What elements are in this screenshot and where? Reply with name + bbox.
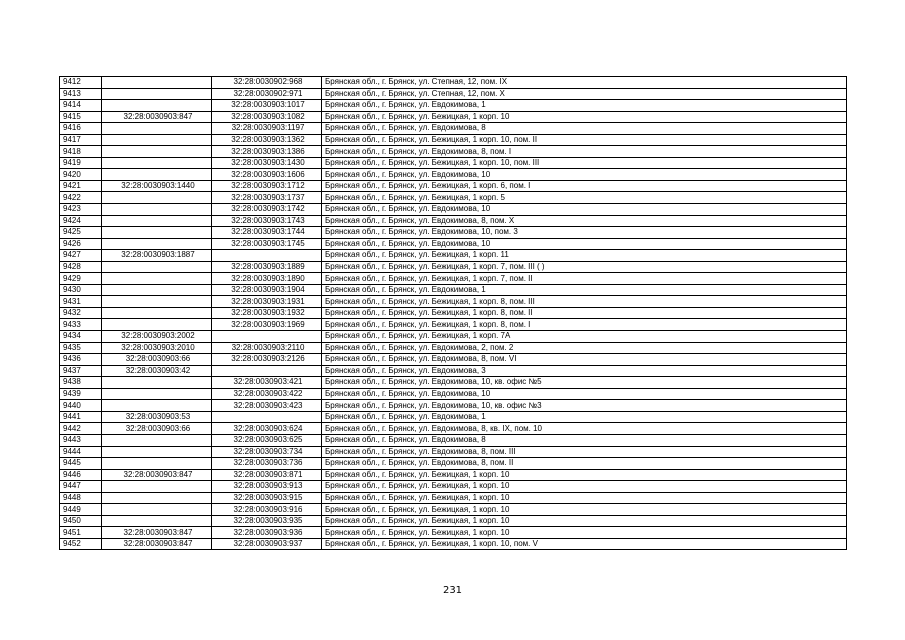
cadastral-number-cell: 32:28:0030903:1745: [212, 238, 322, 250]
parent-cadastral-number-cell: [102, 273, 212, 285]
table-row: [60, 342, 847, 354]
row-number-cell: 9423: [60, 204, 102, 216]
row-number-cell: 9446: [60, 469, 102, 481]
address-cell: Брянская обл., г. Брянск, ул. Бежицкая, 1 корп. 5: [322, 192, 847, 204]
row-number-cell: 9450: [60, 515, 102, 527]
parent-cadastral-number-cell: [102, 515, 212, 527]
address-cell: Брянская обл., г. Брянск, ул. Бежицкая, 1 корп. 6, пом. I: [322, 180, 847, 192]
row-number-cell: 9432: [60, 307, 102, 319]
cadastral-number-cell: [212, 331, 322, 343]
row-number-cell: 9440: [60, 400, 102, 412]
address-cell: Брянская обл., г. Брянск, ул. Бежицкая, 1 корп. 7А: [322, 331, 847, 343]
parent-cadastral-number-cell: [102, 446, 212, 458]
row-number-cell: 9422: [60, 192, 102, 204]
parent-cadastral-number-cell: [102, 123, 212, 135]
cadastral-number-cell: 32:28:0030903:1737: [212, 192, 322, 204]
cadastral-number-cell: 32:28:0030903:1931: [212, 296, 322, 308]
cadastral-number-cell: 32:28:0030903:1889: [212, 261, 322, 273]
register-rows: [60, 77, 847, 550]
cadastral-number-cell: 32:28:0030903:1606: [212, 169, 322, 181]
cadastral-number-cell: 32:28:0030903:1932: [212, 307, 322, 319]
parent-cadastral-number-cell: [102, 134, 212, 146]
address-cell: Брянская обл., г. Брянск, ул. Евдокимова, 8, кв. IX, пом. 10: [322, 423, 847, 435]
table-row: [60, 434, 847, 446]
cadastral-number-cell: 32:28:0030903:1744: [212, 227, 322, 239]
address-cell: Брянская обл., г. Брянск, ул. Евдокимова, 10: [322, 388, 847, 400]
cadastral-number-cell: 32:28:0030903:1430: [212, 157, 322, 169]
cadastral-number-cell: 32:28:0030903:624: [212, 423, 322, 435]
parent-cadastral-number-cell: 32:28:0030903:53: [102, 411, 212, 423]
table-row: [60, 481, 847, 493]
parent-cadastral-number-cell: 32:28:0030903:847: [102, 111, 212, 123]
table-row: [60, 180, 847, 192]
row-number-cell: 9437: [60, 365, 102, 377]
table-row: [60, 123, 847, 135]
address-cell: Брянская обл., г. Брянск, ул. Евдокимова, 8, пом. VI: [322, 354, 847, 366]
table-row: [60, 238, 847, 250]
cadastral-number-cell: 32:28:0030903:423: [212, 400, 322, 412]
row-number-cell: 9424: [60, 215, 102, 227]
cadastral-number-cell: 32:28:0030903:422: [212, 388, 322, 400]
cadastral-number-cell: 32:28:0030903:936: [212, 527, 322, 539]
parent-cadastral-number-cell: [102, 504, 212, 516]
cadastral-number-cell: 32:28:0030902:971: [212, 88, 322, 100]
parent-cadastral-number-cell: [102, 400, 212, 412]
cadastral-number-cell: [212, 411, 322, 423]
address-cell: Брянская обл., г. Брянск, ул. Евдокимова, 10: [322, 204, 847, 216]
table-row: [60, 377, 847, 389]
row-number-cell: 9431: [60, 296, 102, 308]
parent-cadastral-number-cell: 32:28:0030903:847: [102, 527, 212, 539]
address-cell: Брянская обл., г. Брянск, ул. Евдокимова, 1: [322, 284, 847, 296]
row-number-cell: 9436: [60, 354, 102, 366]
address-cell: Брянская обл., г. Брянск, ул. Бежицкая, 1 корп. 10, пом. V: [322, 538, 847, 550]
row-number-cell: 9448: [60, 492, 102, 504]
table-row: [60, 331, 847, 343]
cadastral-number-cell: 32:28:0030903:736: [212, 458, 322, 470]
address-cell: Брянская обл., г. Брянск, ул. Бежицкая, 1 корп. 11: [322, 250, 847, 262]
address-cell: Брянская обл., г. Брянск, ул. Бежицкая, 1 корп. 10: [322, 504, 847, 516]
parent-cadastral-number-cell: [102, 88, 212, 100]
cadastral-number-cell: 32:28:0030903:1386: [212, 146, 322, 158]
row-number-cell: 9428: [60, 261, 102, 273]
address-cell: Брянская обл., г. Брянск, ул. Бежицкая, 1 корп. 8, пом. III: [322, 296, 847, 308]
address-cell: Брянская обл., г. Брянск, ул. Евдокимова, 10, кв. офис №5: [322, 377, 847, 389]
row-number-cell: 9419: [60, 157, 102, 169]
parent-cadastral-number-cell: 32:28:0030903:66: [102, 354, 212, 366]
cadastral-number-cell: 32:28:0030903:937: [212, 538, 322, 550]
parent-cadastral-number-cell: [102, 261, 212, 273]
row-number-cell: 9416: [60, 123, 102, 135]
cadastral-number-cell: 32:28:0030903:734: [212, 446, 322, 458]
table-row: [60, 411, 847, 423]
parent-cadastral-number-cell: [102, 238, 212, 250]
table-row: [60, 250, 847, 262]
parent-cadastral-number-cell: 32:28:0030903:847: [102, 538, 212, 550]
cadastral-number-cell: 32:28:0030903:915: [212, 492, 322, 504]
parent-cadastral-number-cell: [102, 157, 212, 169]
parent-cadastral-number-cell: 32:28:0030903:2010: [102, 342, 212, 354]
table-row: [60, 423, 847, 435]
address-cell: Брянская обл., г. Брянск, ул. Евдокимова, 8: [322, 123, 847, 135]
row-number-cell: 9442: [60, 423, 102, 435]
address-cell: Брянская обл., г. Брянск, ул. Евдокимова, 3: [322, 365, 847, 377]
parent-cadastral-number-cell: [102, 169, 212, 181]
cadastral-number-cell: 32:28:0030903:2110: [212, 342, 322, 354]
row-number-cell: 9429: [60, 273, 102, 285]
cadastral-number-cell: 32:28:0030903:1904: [212, 284, 322, 296]
address-cell: Брянская обл., г. Брянск, ул. Степная, 12, пом. IX: [322, 77, 847, 89]
table-row: [60, 354, 847, 366]
cadastral-number-cell: 32:28:0030903:913: [212, 481, 322, 493]
row-number-cell: 9439: [60, 388, 102, 400]
cadastral-number-cell: 32:28:0030903:1743: [212, 215, 322, 227]
parent-cadastral-number-cell: 32:28:0030903:847: [102, 469, 212, 481]
table-row: [60, 446, 847, 458]
row-number-cell: 9441: [60, 411, 102, 423]
cadastral-number-cell: 32:28:0030903:421: [212, 377, 322, 389]
cadastral-number-cell: 32:28:0030903:2126: [212, 354, 322, 366]
row-number-cell: 9443: [60, 434, 102, 446]
row-number-cell: 9425: [60, 227, 102, 239]
parent-cadastral-number-cell: [102, 146, 212, 158]
row-number-cell: 9430: [60, 284, 102, 296]
cadastral-number-cell: 32:28:0030903:1362: [212, 134, 322, 146]
parent-cadastral-number-cell: [102, 100, 212, 112]
table-row: [60, 261, 847, 273]
row-number-cell: 9427: [60, 250, 102, 262]
cadastral-number-cell: 32:28:0030903:916: [212, 504, 322, 516]
table-row: [60, 365, 847, 377]
row-number-cell: 9451: [60, 527, 102, 539]
cadastral-number-cell: 32:28:0030902:968: [212, 77, 322, 89]
address-cell: Брянская обл., г. Брянск, ул. Бежицкая, 1 корп. 10: [322, 527, 847, 539]
parent-cadastral-number-cell: [102, 434, 212, 446]
cadastral-number-cell: 32:28:0030903:1969: [212, 319, 322, 331]
parent-cadastral-number-cell: [102, 319, 212, 331]
table-row: [60, 111, 847, 123]
address-cell: Брянская обл., г. Брянск, ул. Бежицкая, 1 корп. 10: [322, 492, 847, 504]
cadastral-number-cell: 32:28:0030903:625: [212, 434, 322, 446]
table-row: [60, 100, 847, 112]
row-number-cell: 9452: [60, 538, 102, 550]
parent-cadastral-number-cell: 32:28:0030903:42: [102, 365, 212, 377]
row-number-cell: 9447: [60, 481, 102, 493]
table-row: [60, 77, 847, 89]
parent-cadastral-number-cell: 32:28:0030903:1440: [102, 180, 212, 192]
row-number-cell: 9420: [60, 169, 102, 181]
cadastral-number-cell: 32:28:0030903:1712: [212, 180, 322, 192]
table-row: [60, 527, 847, 539]
parent-cadastral-number-cell: [102, 227, 212, 239]
address-cell: Брянская обл., г. Брянск, ул. Бежицкая, 1 корп. 7, пом. III ( ): [322, 261, 847, 273]
row-number-cell: 9433: [60, 319, 102, 331]
row-number-cell: 9413: [60, 88, 102, 100]
address-cell: Брянская обл., г. Брянск, ул. Бежицкая, 1 корп. 10, пом. III: [322, 157, 847, 169]
row-number-cell: 9421: [60, 180, 102, 192]
address-cell: Брянская обл., г. Брянск, ул. Евдокимова, 1: [322, 100, 847, 112]
parent-cadastral-number-cell: [102, 284, 212, 296]
address-cell: Брянская обл., г. Брянск, ул. Евдокимова, 8, пом. III: [322, 446, 847, 458]
row-number-cell: 9418: [60, 146, 102, 158]
table-row: [60, 88, 847, 100]
parent-cadastral-number-cell: [102, 77, 212, 89]
table-row: [60, 273, 847, 285]
row-number-cell: 9417: [60, 134, 102, 146]
parent-cadastral-number-cell: 32:28:0030903:2002: [102, 331, 212, 343]
table-row: [60, 307, 847, 319]
cadastral-number-cell: 32:28:0030903:1017: [212, 100, 322, 112]
address-cell: Брянская обл., г. Брянск, ул. Евдокимова, 1: [322, 411, 847, 423]
row-number-cell: 9426: [60, 238, 102, 250]
parent-cadastral-number-cell: [102, 481, 212, 493]
parent-cadastral-number-cell: [102, 492, 212, 504]
parent-cadastral-number-cell: 32:28:0030903:66: [102, 423, 212, 435]
row-number-cell: 9435: [60, 342, 102, 354]
address-cell: Брянская обл., г. Брянск, ул. Евдокимова, 8: [322, 434, 847, 446]
address-cell: Брянская обл., г. Брянск, ул. Евдокимова, 10: [322, 169, 847, 181]
table-row: [60, 388, 847, 400]
table-row: [60, 192, 847, 204]
row-number-cell: 9438: [60, 377, 102, 389]
cadastral-number-cell: 32:28:0030903:1197: [212, 123, 322, 135]
table-row: [60, 400, 847, 412]
cadastral-number-cell: [212, 365, 322, 377]
cadastral-number-cell: 32:28:0030903:1082: [212, 111, 322, 123]
table-row: [60, 204, 847, 216]
table-row: [60, 215, 847, 227]
table-row: [60, 157, 847, 169]
address-cell: Брянская обл., г. Брянск, ул. Бежицкая, 1 корп. 10: [322, 469, 847, 481]
cadastral-number-cell: 32:28:0030903:871: [212, 469, 322, 481]
parent-cadastral-number-cell: [102, 296, 212, 308]
address-cell: Брянская обл., г. Брянск, ул. Евдокимова, 8, пом. I: [322, 146, 847, 158]
address-cell: Брянская обл., г. Брянск, ул. Евдокимова, 8, пом. X: [322, 215, 847, 227]
table-row: [60, 504, 847, 516]
table-row: [60, 458, 847, 470]
table-row: [60, 134, 847, 146]
parent-cadastral-number-cell: [102, 458, 212, 470]
table-row: [60, 227, 847, 239]
address-cell: Брянская обл., г. Брянск, ул. Бежицкая, 1 корп. 10: [322, 111, 847, 123]
address-cell: Брянская обл., г. Брянск, ул. Степная, 12, пом. X: [322, 88, 847, 100]
page-number: 231: [442, 585, 463, 596]
table-row: [60, 319, 847, 331]
address-cell: Брянская обл., г. Брянск, ул. Евдокимова, 10, пом. 3: [322, 227, 847, 239]
address-cell: Брянская обл., г. Брянск, ул. Евдокимова, 8, пом. II: [322, 458, 847, 470]
property-register-table: [59, 76, 847, 550]
row-number-cell: 9445: [60, 458, 102, 470]
parent-cadastral-number-cell: 32:28:0030903:1887: [102, 250, 212, 262]
parent-cadastral-number-cell: [102, 307, 212, 319]
parent-cadastral-number-cell: [102, 215, 212, 227]
cadastral-number-cell: [212, 250, 322, 262]
cadastral-number-cell: 32:28:0030903:1890: [212, 273, 322, 285]
parent-cadastral-number-cell: [102, 377, 212, 389]
row-number-cell: 9444: [60, 446, 102, 458]
address-cell: Брянская обл., г. Брянск, ул. Бежицкая, 1 корп. 8, пом. I: [322, 319, 847, 331]
address-cell: Брянская обл., г. Брянск, ул. Бежицкая, 1 корп. 10, пом. II: [322, 134, 847, 146]
table-row: [60, 169, 847, 181]
parent-cadastral-number-cell: [102, 192, 212, 204]
row-number-cell: 9414: [60, 100, 102, 112]
parent-cadastral-number-cell: [102, 204, 212, 216]
table-row: [60, 538, 847, 550]
table-row: [60, 284, 847, 296]
row-number-cell: 9412: [60, 77, 102, 89]
address-cell: Брянская обл., г. Брянск, ул. Евдокимова, 10: [322, 238, 847, 250]
table-row: [60, 492, 847, 504]
table-row: [60, 515, 847, 527]
row-number-cell: 9415: [60, 111, 102, 123]
address-cell: Брянская обл., г. Брянск, ул. Бежицкая, 1 корп. 7, пом. II: [322, 273, 847, 285]
address-cell: Брянская обл., г. Брянск, ул. Бежицкая, 1 корп. 10: [322, 515, 847, 527]
row-number-cell: 9434: [60, 331, 102, 343]
row-number-cell: 9449: [60, 504, 102, 516]
address-cell: Брянская обл., г. Брянск, ул. Бежицкая, 1 корп. 10: [322, 481, 847, 493]
cadastral-number-cell: 32:28:0030903:935: [212, 515, 322, 527]
cadastral-number-cell: 32:28:0030903:1742: [212, 204, 322, 216]
table-row: [60, 296, 847, 308]
parent-cadastral-number-cell: [102, 388, 212, 400]
table-row: [60, 146, 847, 158]
address-cell: Брянская обл., г. Брянск, ул. Евдокимова, 2, пом. 2: [322, 342, 847, 354]
table-row: [60, 469, 847, 481]
address-cell: Брянская обл., г. Брянск, ул. Евдокимова, 10, кв. офис №3: [322, 400, 847, 412]
address-cell: Брянская обл., г. Брянск, ул. Бежицкая, 1 корп. 8, пом. II: [322, 307, 847, 319]
